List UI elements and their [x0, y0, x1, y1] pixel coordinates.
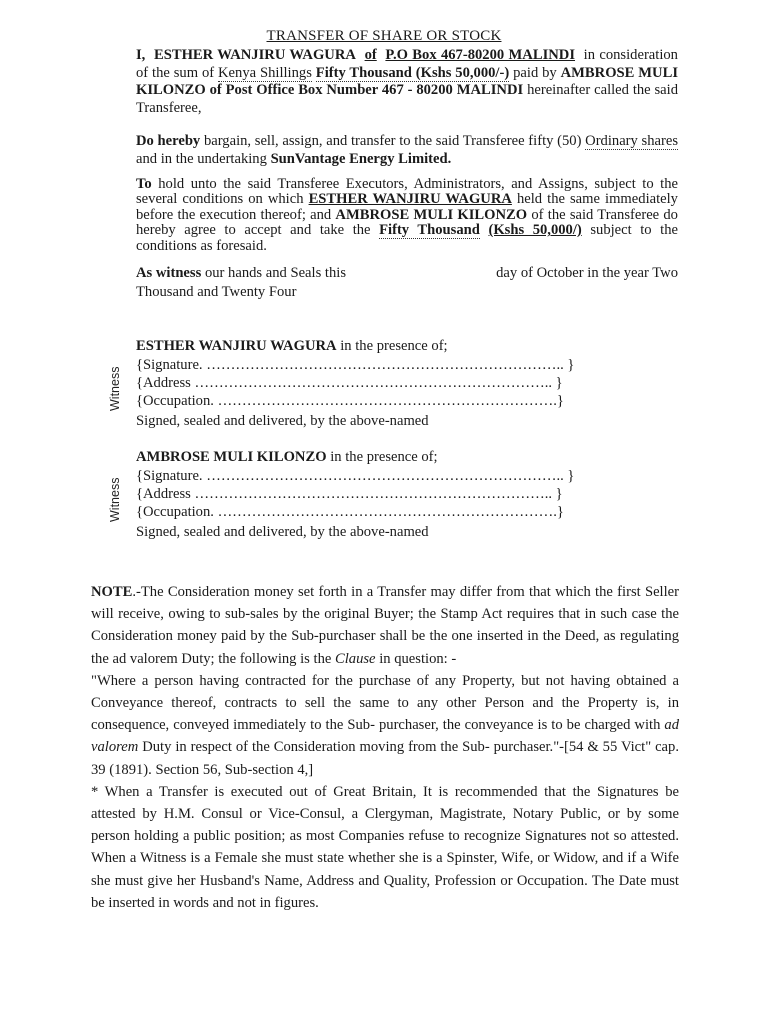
hold-paragraph — [136, 177, 678, 254]
transferor-intro: I, — [136, 47, 146, 63]
note-clause: Clause — [335, 650, 376, 667]
transferor-box: P.O Box 467-80200 MALINDI — [385, 47, 576, 63]
signatory-1-signed: Signed, sealed and delivered, by the above-named — [136, 413, 429, 429]
hold-text-3: of the said Transferee do hereby agree to accept and take the — [136, 206, 678, 239]
document-title: TRANSFER OF SHARE OR STOCK — [266, 28, 502, 44]
note-ad-valorem: ad valorem — [91, 717, 679, 756]
witness-year: Thousand and Twenty Four — [136, 284, 297, 300]
hold-text-2: held the same immediately before the execution thereof; and — [136, 191, 678, 223]
transferee-town: MALINDI — [456, 82, 524, 99]
note-text: .-The Consideration money set forth in a Transfer may differ from that which the first Seller will receive, owing to sub-sales by the original Buyer; the Stamp Act requires that in such case the Consideration money paid by the Sub-purchaser shall be the one inserted in the Deed, as regulating the ad valorem Duty; the following is the — [91, 584, 679, 667]
consideration-prefix: consideration of the sum of — [136, 47, 678, 81]
company-name: SunVantage Energy Limited. — [270, 150, 452, 167]
note-recommendation: * When a Transfer is executed out of Great Britain, It is recommended that the Signatures be attested by H.M. Consul or Vice-Consul, a Clergyman, Magistrate, Notary Public, or by some person holding a public position; as most Companies refuse to recognize Signatures not so attested. When a Witness is a Female she must state whether she is a Spinster, Wife, or Widow, and if a Wife she must give her Husband's Name, Address and Quality, Profession or Occupation. The Date must be inserted in words and not in figures. — [91, 783, 679, 911]
consideration-currency: Kenya Shillings — [218, 64, 312, 81]
assign-paragraph — [136, 133, 678, 168]
assign-text: bargain, sell, assign, and transfer to the said Transferee fifty (50) — [203, 133, 582, 149]
note-quote-text-2: Duty in respect of the Consideration moving from the Sub- purchaser."-[54 & 55 Vict" cap. 39 (1891). Section 56, Sub-section 4,] — [91, 739, 679, 778]
hold-text: hold unto the said Transferee Executors, Administrators, and Assigns, subject to the several conditions on which — [136, 176, 678, 208]
assign-text-2: and in the undertaking — [136, 150, 267, 167]
signatory-1-line — [136, 338, 448, 355]
signatory-2-line — [136, 449, 438, 466]
transferee-name: AMBROSE MULI KILONZO — [136, 64, 679, 99]
witness-label-1: Witness — [108, 366, 122, 411]
signatory-1-occupation: {Occupation. …………………………………………………………….} — [136, 393, 564, 409]
transferor-in: in — [583, 47, 596, 63]
transfer-paragraph — [136, 47, 678, 117]
hold-amount-2: (Kshs 50,000/) — [488, 222, 582, 239]
witness-text: our hands and Seals this — [204, 265, 346, 281]
signatory-2-name: AMBROSE MULI KILONZO — [136, 449, 327, 465]
note-paragraph — [91, 581, 679, 670]
transferor-of: of — [364, 47, 377, 63]
signatory-1-signature: {Signature. ……………………………………………………………….. } — [136, 357, 575, 373]
note-section — [91, 581, 679, 914]
witness-text-2: day of October in the year Two — [496, 265, 678, 281]
signatory-2-occupation: {Occupation. …………………………………………………………….} — [136, 504, 564, 520]
consideration-suffix: hereinafter called the said Transferee, — [136, 82, 679, 116]
witness-clause — [136, 265, 678, 282]
hold-text-4: subject to the conditions as foresaid. — [136, 222, 678, 254]
hold-amount: Fifty Thousand — [379, 222, 480, 239]
signatory-1-address: {Address ……………………………………………………………….. } — [136, 375, 563, 391]
signatory-2-presence: in the presence of; — [330, 449, 438, 465]
signatory-2-signature: {Signature. ……………………………………………………………….. } — [136, 468, 575, 484]
note-quote-text: "Where a person having contracted for the purchase of any Property, but not having obtained a Conveyance thereof, contracts to sell the same to any other Person and the Property is, in consequence, conveyed immediately to the Sub- purchaser, the conveyance is to be charged with — [91, 672, 679, 734]
note-text-2: in question: - — [379, 650, 457, 667]
assign-lead: Do hereby — [136, 133, 201, 149]
consideration-paid-by: paid by — [513, 64, 557, 81]
share-class: Ordinary shares — [585, 133, 679, 149]
signatory-2-address: {Address ……………………………………………………………….. } — [136, 486, 563, 502]
transferor-name: ESTHER WANJIRU WAGURA — [153, 47, 356, 63]
hold-name-2: AMBROSE MULI KILONZO — [335, 206, 528, 223]
note-quote — [91, 670, 679, 781]
witness-lead: As witness — [136, 265, 202, 281]
signatory-1-presence: in the presence of; — [340, 338, 448, 354]
signatory-1-name: ESTHER WANJIRU WAGURA — [136, 338, 337, 354]
note-lead: NOTE — [91, 584, 133, 600]
transferee-address: of Post Office Box Number 467 - 80200 — [209, 82, 453, 99]
consideration-amount: Fifty Thousand (Kshs 50,000/-) — [315, 64, 510, 81]
signatory-2-signed: Signed, sealed and delivered, by the above-named — [136, 524, 429, 540]
hold-name-1: ESTHER WANJIRU WAGURA — [308, 191, 512, 208]
witness-label-2: Witness — [108, 477, 122, 522]
hold-lead: To — [136, 176, 152, 192]
